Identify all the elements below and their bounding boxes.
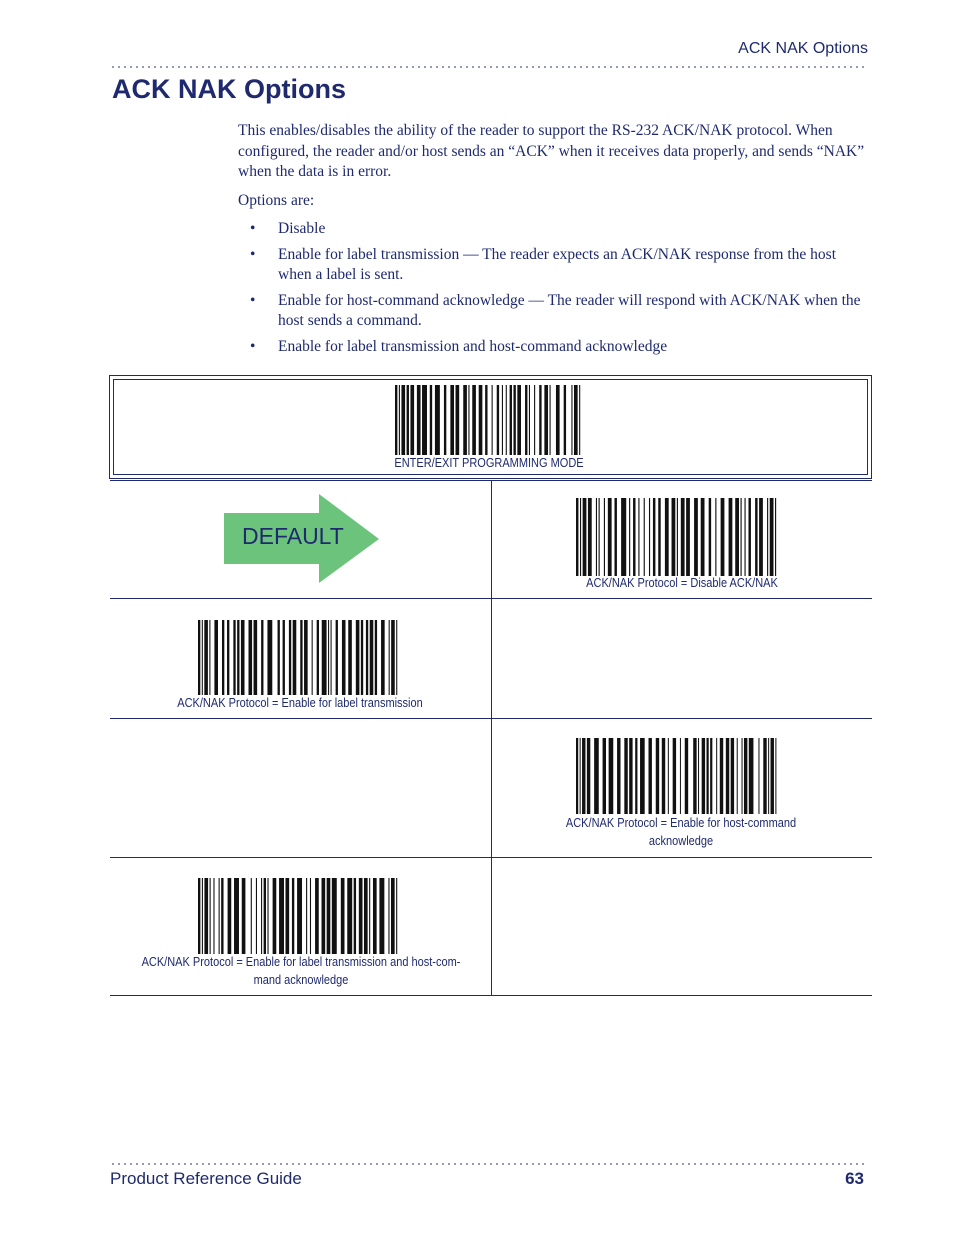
barcode-bar [369,878,370,954]
default-badge-label: DEFAULT [242,523,344,549]
barcode-bar [731,738,734,814]
barcode-bar [775,738,776,814]
barcode-bar [430,385,432,455]
barcode-bar [614,498,616,576]
barcode-bar [388,878,389,954]
barcode-bar [472,385,476,455]
barcode-bar [662,738,665,814]
barcode-bar [644,498,645,576]
option-text: Enable for label transmission and host-command acknowledge [278,337,668,355]
barcode-bar [347,878,352,954]
barcode-bar [204,620,208,695]
barcode-bar [370,620,374,695]
barcode-bar [550,385,551,455]
barcode-bar [741,498,742,576]
barcode-bar [749,738,754,814]
barcode-bar [596,498,597,576]
barcode-bar [332,878,337,954]
barcode-bar [214,620,218,695]
barcode-bar [635,738,637,814]
barcode-bar [198,620,200,695]
label-and-host-barcode [198,878,400,954]
options-list [238,219,866,357]
barcode-bar [396,620,397,695]
barcode-bar [381,620,385,695]
barcode-bar [556,385,560,455]
barcode-bar [297,878,302,954]
list-item [238,245,866,286]
barcode-bar [744,738,747,814]
barcode-bar [410,385,414,455]
barcode-bar [770,498,774,576]
barcode-bar [726,738,729,814]
barcode-bar [529,385,530,455]
barcode-bar [341,878,345,954]
barcode-bar [609,738,614,814]
barcode-bar [492,385,493,455]
barcode-bar [267,620,272,695]
barcode-bar [407,385,409,455]
barcode-bar [395,385,397,455]
barcode-bar [237,620,239,695]
barcode-bar [763,738,766,814]
page-number: 63 [845,1169,864,1188]
host-command-barcode [576,738,779,814]
page-title: ACK NAK Options [112,74,346,104]
bullet: • [250,337,256,355]
barcode-bar [219,878,220,954]
barcode-bar [649,738,652,814]
barcode-bar [233,620,235,695]
label-and-host-label: ACK/NAK Protocol = Enable for label transmission and host-com-mand acknowledge [141,955,461,987]
header-dotted-rule [110,66,868,68]
barcode-bar [331,620,332,695]
barcode-bar [389,620,390,695]
barcode-bar [638,498,639,576]
barcode-bar [202,878,203,954]
barcode-bar [222,620,224,695]
barcode-bar [677,498,678,576]
barcode-bar [366,620,368,695]
barcode-bar [364,878,368,954]
barcode-bar [306,878,307,954]
barcode-bar [707,738,709,814]
footer-dotted-rule [110,1163,868,1165]
barcode-bar [701,498,705,576]
barcode-bar [720,738,723,814]
barcode-bar [310,878,311,954]
barcode-bar [544,385,548,455]
barcode-bar [748,498,750,576]
barcode-bar [658,498,660,576]
barcode-bar [361,620,363,695]
options-heading: Options are: [238,191,315,209]
barcode-bar [322,620,327,695]
barcode-bar [241,620,245,695]
barcode-bar [198,878,200,954]
barcode-bar [579,385,580,455]
barcode-bar [525,385,527,455]
barcode-bar [564,385,566,455]
barcode-bar [775,498,776,576]
barcode-bar [517,385,521,455]
barcode-bar [768,738,769,814]
barcode-bar [767,498,768,576]
barcode-bar [444,385,446,455]
barcode-bar [273,878,277,954]
programming-mode-label: ENTER/EXIT PROGRAMMING MODE [394,456,584,470]
barcode-bar [576,738,578,814]
barcode-bar [673,738,676,814]
barcode-bar [356,620,360,695]
table-row-rule [110,857,872,858]
barcode-bar [399,385,400,455]
barcode-bar [463,385,467,455]
barcode-bar [283,620,285,695]
barcode-bar [665,498,669,576]
barcode-bar [315,878,319,954]
barcode-bar [264,878,266,954]
barcode-bar [256,878,257,954]
barcode-bar [401,385,405,455]
barcode-bar [759,498,763,576]
barcode-bar [450,385,454,455]
barcode-bar [251,878,252,954]
barcode-bar [261,620,263,695]
barcode-bar [771,738,774,814]
barcode-bar [435,385,440,455]
barcode-bar [348,620,352,695]
barcode-bar [375,620,377,695]
barcode-bar [668,738,669,814]
barcode-bar [621,498,626,576]
barcode-bar [576,498,578,576]
disable-label: ACK/NAK Protocol = Disable ACK/NAK [586,576,778,590]
barcode-bar [485,385,487,455]
barcode-bar [755,498,757,576]
barcode-bar [715,498,716,576]
barcode-bar [680,738,681,814]
barcode-bar [580,738,581,814]
barcode-bar [510,385,512,455]
barcode-bar [709,498,711,576]
disable-barcode [576,498,779,576]
barcode-bar [342,620,346,695]
barcode-bar [649,498,650,576]
barcode-bar [685,738,688,814]
barcode-bar [587,738,590,814]
option-text: Enable for host-command acknowledge — The reader will respond with ACK/NAK when the host sends a command. [278,291,861,329]
barcode-bar [653,498,655,576]
barcode-bar [391,620,395,695]
barcode-bar [336,620,338,695]
barcode-bar [737,738,738,814]
barcode-bar [304,620,308,695]
body-text [238,121,866,362]
list-item [238,291,866,332]
label-transmission-barcode [198,620,400,695]
barcode-bar [640,738,645,814]
barcode-bar [694,498,698,576]
barcode-bar [742,738,743,814]
barcode-bar [594,738,599,814]
running-header: ACK NAK Options [738,40,868,57]
barcode-bar [456,385,460,455]
barcode-bar [681,498,685,576]
barcode-bar [210,878,211,954]
barcode-bar [322,878,326,954]
host-command-label: ACK/NAK Protocol = Enable for host-command acknowledge [565,816,797,848]
barcode-bar [227,620,229,695]
barcode-bar [745,498,746,576]
list-item [238,337,866,358]
barcode-bar [758,738,759,814]
barcode-bar [300,620,302,695]
table-bottom-rule [110,995,872,996]
barcode-bar [624,738,627,814]
barcode-bar [242,878,246,954]
barcode-bar [221,878,223,954]
barcode-bar [327,878,331,954]
barcode-bar [292,878,294,954]
barcode-bar [608,498,612,576]
barcode-bar [693,738,696,814]
barcode-bar [267,878,268,954]
list-item [238,219,866,240]
barcode-bar [629,498,630,576]
barcode-bar [580,498,581,576]
barcode-bar [278,620,280,695]
bullet: • [250,245,256,263]
barcode-bar [617,738,620,814]
bullet: • [250,291,256,309]
barcode-bar [721,498,725,576]
barcode-bar [534,385,535,455]
barcode-bar [583,498,587,576]
barcode-bar [672,498,676,576]
barcode-bar [629,738,632,814]
option-text: Enable for label transmission — The reader expects an ACK/NAK response from the host when a label is sent. [278,245,836,283]
barcode-bar [379,878,384,954]
barcode-bar [735,498,739,576]
barcode-bar [497,385,499,455]
barcode-bar [603,738,606,814]
barcode-bar [702,738,705,814]
barcode-bar [249,620,253,695]
barcode-bar [574,385,578,455]
barcode-bar [254,620,258,695]
barcode-bar [633,498,635,576]
barcode-bar [234,878,239,954]
barcode-bar [289,620,291,695]
barcode-bar [293,620,297,695]
intro-paragraph: This enables/disables the ability of the reader to support the RS-232 ACK/NAK protocol. When configured, the reader and/or host sends an “ACK” when it receives data properly, and sends “NAK” when the data is in error. [238,122,865,180]
barcode-bar [204,878,208,954]
table-column-divider [491,480,492,996]
barcode-bar [261,878,262,954]
barcode-bar [502,385,503,455]
barcode-bar [468,385,469,455]
label-transmission-label: ACK/NAK Protocol = Enable for label transmission [177,696,423,710]
barcode-bar [656,738,659,814]
barcode-bar [539,385,541,455]
barcode-bar [513,385,515,455]
barcode-bar [312,620,313,695]
barcode-bar [285,878,289,954]
barcode-bar [354,878,356,954]
barcode-bar [582,738,585,814]
barcode-bar [506,385,507,455]
barcode-bar [317,620,319,695]
bullet: • [250,220,256,237]
barcode-bar [686,498,690,576]
barcode-bar [373,878,377,954]
barcode-bar [716,738,717,814]
option-text: Disable [278,220,326,237]
barcode-bar [729,498,733,576]
barcode-bar [417,385,421,455]
barcode-bar [588,498,592,576]
barcode-bar [328,620,329,695]
barcode-bar [213,878,214,954]
barcode-bar [422,385,427,455]
barcode-bar [479,385,483,455]
barcode-bar [228,878,232,954]
barcode-bar [209,620,210,695]
barcode-bar [698,738,699,814]
table-row-rule [110,718,872,719]
table-row-rule [110,598,872,599]
barcode-bar [571,385,572,455]
barcode-bar [396,878,397,954]
barcode-bar [391,878,395,954]
barcode-bar [279,878,284,954]
programming-mode-barcode [395,385,583,455]
barcode-bar [599,498,600,576]
barcode-bar [359,878,363,954]
footer-title: Product Reference Guide [110,1169,302,1188]
barcode-bar [710,738,712,814]
barcode-bar [604,498,605,576]
barcode-bar [202,620,203,695]
